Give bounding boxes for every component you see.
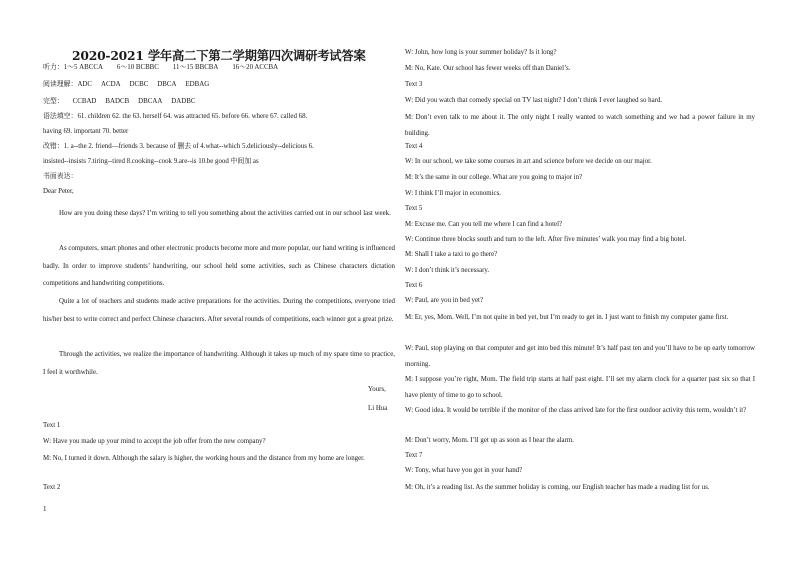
letter-paragraph-3: Quite a lot of teachers and students made active preparations for the activities. During the competitions, everyone tried his/her best to write correct and perfect Chinese characters. After several rounds of competitions, each winner got a great prize. xyxy=(43,298,395,323)
text-1-line: M: No, I turned it down. Although the salary is higher, the working hours and the distance from my home are longer. xyxy=(43,455,365,462)
dialogue-line: M: Er, yes, Mom. Well, I’m not quite in bed yet, but I’m ready to get in. I just want to finish my computer game first. xyxy=(405,314,729,321)
reading-label: 阅读理解： xyxy=(43,81,78,88)
dialogue-line: M: Don’t worry, Mom. I’ll get up as soon as I hear the alarm. xyxy=(405,437,574,444)
text-7-label: Text 7 xyxy=(405,452,423,459)
writing-label: 书面表达： xyxy=(43,173,78,180)
cloze-answers: 完型： CCBAD BADCB DBCAA DADBC xyxy=(43,98,196,105)
listening-answers: 听力：1～5 ABCCA 6～10 BCBBC 11～15 BBCBA 16～20 ACCBA xyxy=(43,64,279,71)
dialogue-line: W: Paul, stop playing on that computer and get into bed this minute! It’s half past ten and you’ll have to be up early tomorrow morning. xyxy=(405,345,755,368)
letter-signature: Li Hua xyxy=(368,405,388,412)
correction-label: 改错： xyxy=(43,143,64,150)
correction-answers-line2: insisted--insists 7.tiring--tired 8.cooking--cook 9.are--is 10.be good 中间加 as xyxy=(43,158,259,165)
dialogue-line: M: Oh, it’s a reading list. As the summer holiday is coming, our English teacher has made a reading list for us. xyxy=(405,484,710,491)
dialogue-line: M: I suppose you’re right, Mom. The field trip starts at half past eight. I’ll set my alarm clock for a quarter past six so that I have plenty of time to go to school. xyxy=(405,376,755,399)
text-6-label: Text 6 xyxy=(405,282,423,289)
text-4-label: Text 4 xyxy=(405,143,423,150)
dialogue-line: M: No, Kate. Our school has fewer weeks off than Daniel’s. xyxy=(405,65,571,72)
letter-paragraph-4: Through the activities, we realize the importance of handwriting. Although it takes up much of my spare time to practice, I feel it worthwhile. xyxy=(43,351,395,376)
dialogue-line: M: Shall I take a taxi to go there? xyxy=(405,251,498,258)
text-5-label: Text 5 xyxy=(405,205,423,212)
page-title: 2020-2021 学年高二下第二学期第四次调研考试答案 xyxy=(72,48,366,63)
dialogue-line: W: Continue three blocks south and turn to the left. After five minutes’ walk you may find a big hotel. xyxy=(405,236,687,243)
text-1-line: W: Have you made up your mind to accept the job offer from the new company? xyxy=(43,438,266,445)
page-number: 1 xyxy=(43,505,47,513)
dialogue-line: W: John, how long is your summer holiday? Is it long? xyxy=(405,49,557,56)
correction-answers: 改错：1. a--the 2. friend—friends 3. because of 删去 of 4.what--which 5.deliciously--delicious 6. xyxy=(43,143,314,150)
text-3-label: Text 3 xyxy=(405,81,423,88)
letter-greeting: Dear Peter, xyxy=(43,188,74,195)
grammar-answers-line2: having 69. important 70. better xyxy=(43,128,129,135)
text-2-label: Text 2 xyxy=(43,484,61,491)
dialogue-line: M: It’s the same in our college. What are you going to major in? xyxy=(405,174,583,181)
grammar-label: 语法填空： xyxy=(43,113,78,120)
dialogue-line: M: Don’t even talk to me about it. The only night I really wanted to watch something and we had a power failure in my building. xyxy=(405,114,755,137)
letter-closing: Yours, xyxy=(368,386,386,393)
dialogue-line: W: I don’t think it’s necessary. xyxy=(405,267,490,274)
dialogue-line: M: Excuse me. Can you tell me where I can find a hotel? xyxy=(405,221,563,228)
dialogue-line: W: I think I’ll major in economics. xyxy=(405,190,501,197)
letter-paragraph-2: As computers, smart phones and other electronic products become more and more popular, our hand writing is influenced badly. In order to improve students’ handwriting, our school held some activities, such as Chinese characters dictation competitions and handwriting competitions. xyxy=(43,245,395,287)
cloze-label: 完型： xyxy=(43,98,64,105)
dialogue-line: W: Tony, what have you got in your hand? xyxy=(405,467,523,474)
dialogue-line: W: In our school, we take some courses in art and science before we decide on our major. xyxy=(405,158,652,165)
listening-label: 听力： xyxy=(43,64,64,71)
reading-answers: 阅读理解：ADC ACDA DCBC DBCA EDBAG xyxy=(43,81,210,88)
grammar-answers: 语法填空：61. children 62. the 63. herself 64. was attracted 65. before 66. where 67. called 68. xyxy=(43,113,308,120)
letter-paragraph-1: How are you doing these days? I’m writing to tell you something about the activities carried out in our school last week. xyxy=(59,210,391,217)
dialogue-line: W: Paul, are you in bed yet? xyxy=(405,297,484,304)
text-1-label: Text 1 xyxy=(43,422,61,429)
dialogue-line: W: Did you watch that comedy special on TV last night? I don’t think I ever laughed so hard. xyxy=(405,97,663,104)
dialogue-line: W: Good idea. It would be terrible if the monitor of the class arrived late for the first outdoor activity this term, wouldn’t it? xyxy=(405,407,747,414)
